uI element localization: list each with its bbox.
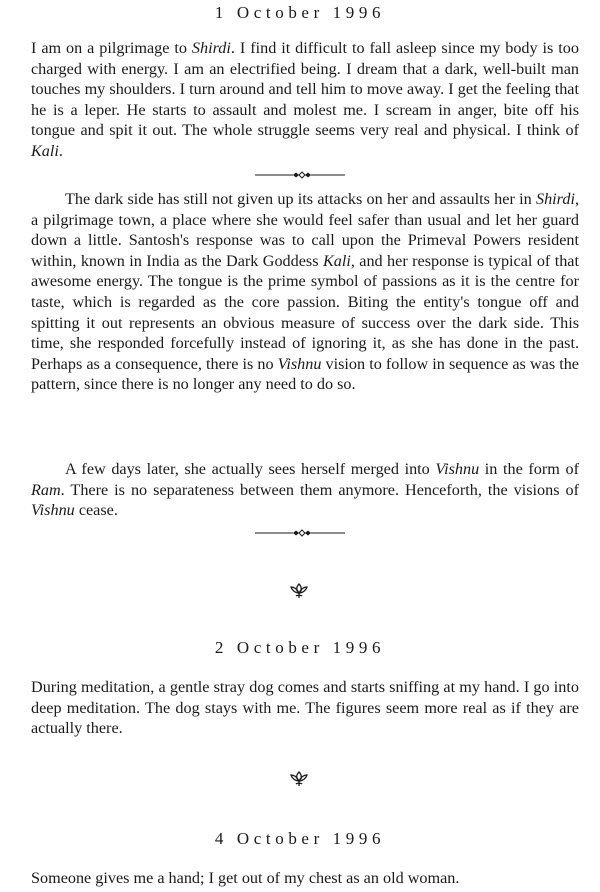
entry-1-text-b: . I find it difficult to fall asleep since my body is too charged with energy. I am an electrified being. I dream that a dark, well-built man touches my shoulders. I turn around and tell him to move away. I get the feeling that he is a leper. He starts to assault and molest me. I scream in anger, bite off his tongue and spit it out. The whole struggle seems very real and physical. I think of — [31, 39, 579, 140]
commentary-1-text-d: vision to follow in sequence as was the pattern, since there is no longer any need to do so. — [31, 354, 579, 394]
commentary-1-italic-shirdi: Shirdi — [535, 190, 575, 208]
commentary-paragraph-1 — [31, 189, 579, 395]
diamond-rule-icon — [255, 528, 345, 538]
commentary-1-italic-kali: Kali — [322, 251, 351, 270]
commentary-paragraph-2 — [31, 459, 579, 521]
commentary-2-text-b: in the form of — [479, 460, 579, 478]
entry-1-text-a: I am on a pilgrimage to — [31, 39, 192, 57]
lotus-flower-icon — [288, 582, 310, 600]
commentary-2-italic-vishnu: Vishnu — [435, 460, 480, 478]
entry-date-2: 2 October 1996 — [214, 638, 386, 657]
diary-entry-2 — [31, 677, 579, 739]
entry-date-3: 4 October 1996 — [214, 829, 386, 848]
commentary-1-italic-vishnu: Vishnu — [277, 354, 322, 373]
commentary-2-text-c: . There is no separateness between them anymore. Henceforth, the visions of — [60, 480, 579, 499]
entry-3-text: Someone gives me a hand; I get out of my chest as an old woman. — [31, 869, 460, 887]
entry-2-text: During meditation, a gentle stray dog comes and starts sniffing at my hand. I go into deep meditation. The dog stays with me. The figures seem more real as if they are actually there. — [31, 678, 579, 738]
entry-1-text-c: . — [58, 141, 63, 160]
lotus-flower-icon — [288, 770, 310, 788]
entry-date-1: 1 October 1996 — [214, 3, 386, 22]
commentary-2-italic-ram: Ram — [31, 480, 61, 499]
entry-1-italic-shirdi: Shirdi — [191, 39, 231, 57]
entry-1-italic-kali: Kali — [31, 141, 59, 160]
commentary-2-text-a: A few days later, she actually sees herself merged into — [65, 460, 436, 478]
commentary-2-text-d: cease. — [74, 501, 118, 520]
commentary-1-text-b: , a pilgrimage town, a place where she would feel safer than usual and let her guard down a little. Santosh's response was to call upon the Primeval Powers resident within, known in India as the Dark Goddess — [31, 190, 579, 270]
commentary-1-text-a: The dark side has still not given up its attacks on her and assaults her in — [65, 190, 536, 208]
commentary-1-text-c: , and her response is typical of that awesome energy. The tongue is the prime symbol of passions as it is the centre for taste, which is regarded as the core passion. Biting the entity's tongue off and spitting it out represents an obvious measure of success over the dark side. This time, she responded forcefully instead of ignoring it, as she has done in the past. Perhaps as a consequence, there is no — [31, 251, 579, 373]
diary-entry-1 — [31, 38, 579, 162]
commentary-2-italic-vishnu-2: Vishnu — [31, 501, 75, 520]
diamond-rule-icon — [255, 170, 345, 180]
diary-entry-3 — [31, 868, 579, 889]
